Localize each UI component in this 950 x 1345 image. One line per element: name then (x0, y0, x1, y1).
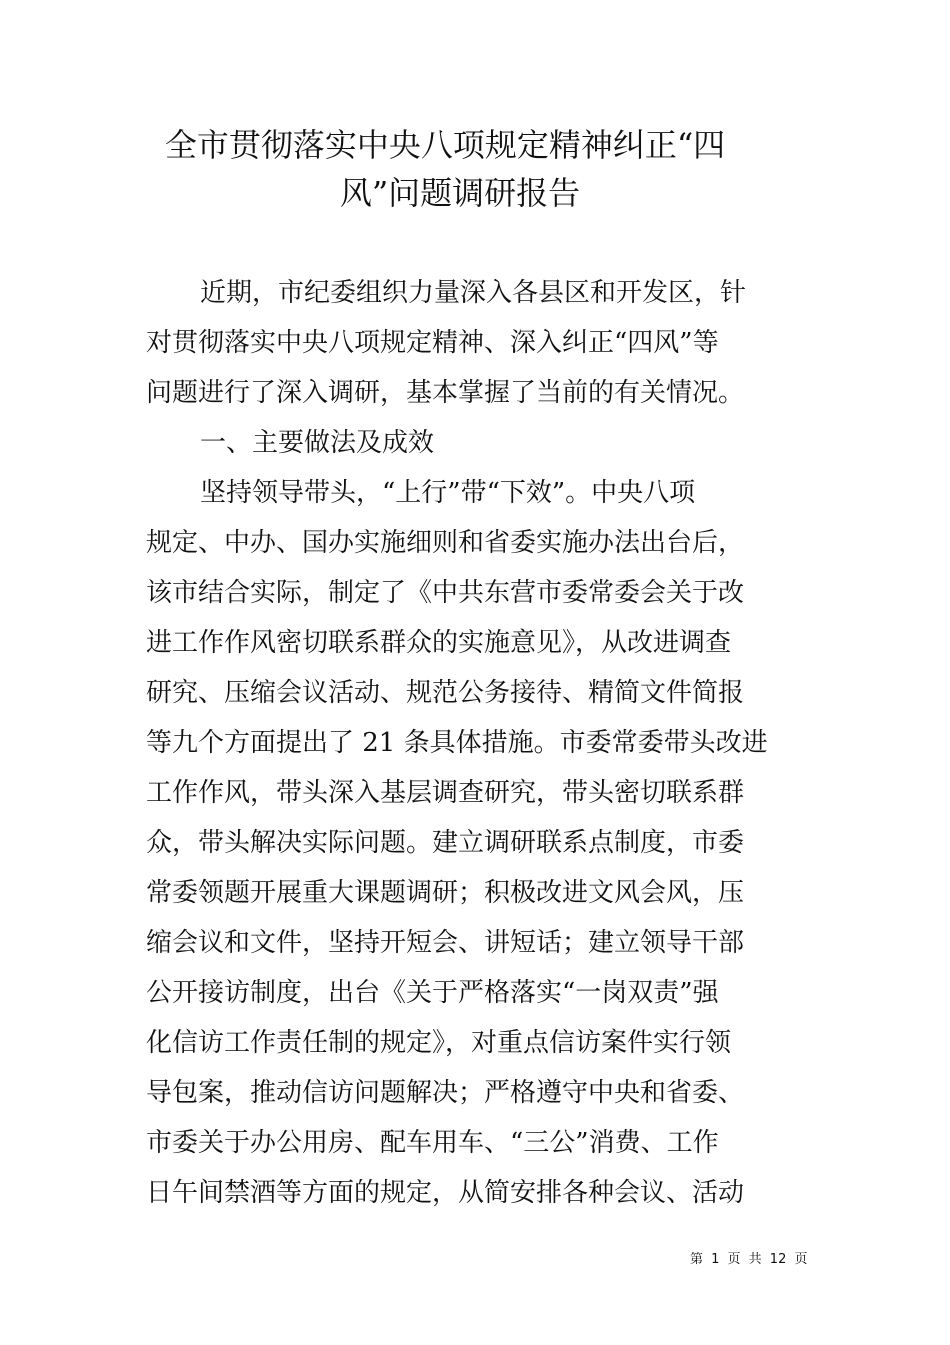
paragraph-line: 进工作作风密切联系群众的实施意见》，从改进调查 (146, 628, 732, 658)
paragraph-line: 坚持领导带头，“上行”带“下效”。中央八项 (200, 478, 696, 508)
paragraph-line: 公开接访制度，出台《关于严格落实“一岗双责”强 (146, 978, 719, 1008)
paragraph-line: 近期，市纪委组织力量深入各县区和开发区，针 (200, 278, 747, 308)
paragraph-line: 缩会议和文件，坚持开短会、讲短话；建立领导干部 (146, 928, 745, 958)
document-title-line-2: 风”问题调研报告 (339, 174, 581, 212)
paragraph-line: 日午间禁酒等方面的规定，从简安排各种会议、活动 (146, 1178, 745, 1208)
paragraph-line: 问题进行了深入调研，基本掌握了当前的有关情况。 (146, 378, 745, 408)
paragraph-line: 市委关于办公用房、配车用车、“三公”消费、工作 (146, 1128, 719, 1158)
paragraph-line: 研究、压缩会议活动、规范公务接待、精简文件简报 (146, 678, 745, 708)
document-title-line-1: 全市贯彻落实中央八项规定精神纠正“四 (164, 126, 726, 164)
paragraph-line: 众，带头解决实际问题。建立调研联系点制度，市委 (146, 828, 745, 858)
paragraph-line: 等九个方面提出了 21 条具体措施。市委常委带头改进 (146, 728, 768, 758)
paragraph-line: 该市结合实际，制定了《中共东营市委常委会关于改 (146, 578, 745, 608)
page-number-footer: 第 1 页 共 12 页 (690, 1252, 808, 1267)
paragraph-line: 工作作风，带头深入基层调查研究，带头密切联系群 (146, 778, 745, 808)
paragraph-line: 对贯彻落实中央八项规定精神、深入纠正“四风”等 (146, 328, 719, 358)
paragraph-line: 规定、中办、国办实施细则和省委实施办法出台后， (146, 528, 745, 558)
paragraph-line: 常委领题开展重大课题调研；积极改进文风会风，压 (146, 878, 745, 908)
paragraph-line: 化信访工作责任制的规定》，对重点信访案件实行领 (146, 1028, 732, 1058)
section-heading: 一、主要做法及成效 (200, 428, 435, 458)
paragraph-line: 导包案，推动信访问题解决；严格遵守中央和省委、 (146, 1078, 745, 1108)
